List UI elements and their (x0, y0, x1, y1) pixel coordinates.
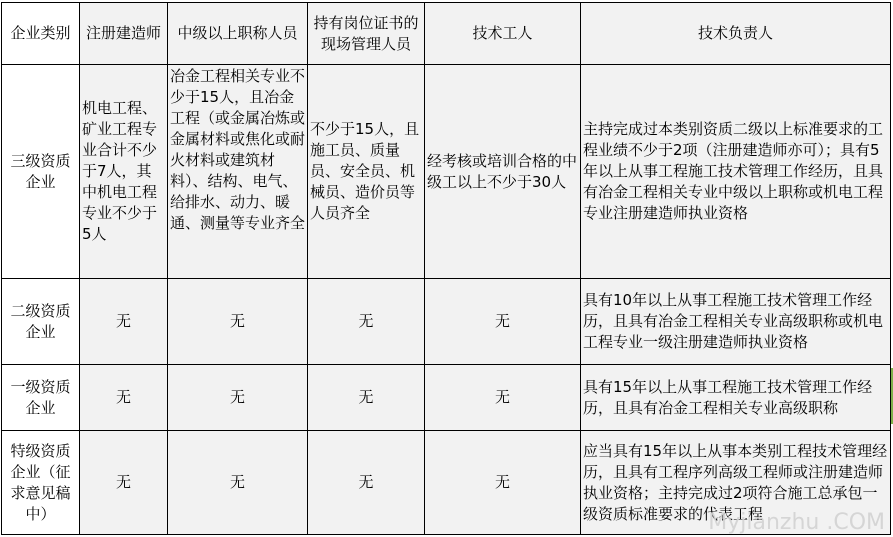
cell-category: 一级资质企业 (2, 365, 80, 431)
table-row-grade1 (2, 365, 891, 431)
header-site-managers: 持有岗位证书的现场管理人员 (308, 3, 425, 65)
cell-mid-title-staff: 冶金工程相关专业不少于15人，且冶金工程（或金属冶炼或金属材料或焦化或耐火材料或建筑材料）、结构、电气、给排水、动力、暖通、测量等专业齐全 (168, 65, 308, 279)
cell-skilled-workers: 经考核或培训合格的中级工以上不少于30人 (425, 65, 581, 279)
cell-site-managers: 无 (308, 279, 425, 365)
header-category: 企业类别 (2, 3, 80, 65)
cell-category: 特级资质企业（征求意见稿中） (2, 431, 80, 535)
header-registered-builder: 注册建造师 (80, 3, 168, 65)
cell-tech-lead: 应当具有15年以上从事本类别工程技术管理经历，且具有工程序列高级工程师或注册建造师执业资格；主持完成过2项符合施工总承包一级资质标准要求的代表工程 (581, 431, 891, 535)
cell-category: 二级资质企业 (2, 279, 80, 365)
cell-site-managers: 无 (308, 431, 425, 535)
header-skilled-workers: 技术工人 (425, 3, 581, 65)
cell-tech-lead: 具有15年以上从事工程施工技术管理工作经历，且具有冶金工程相关专业高级职称 (581, 365, 891, 431)
cell-category: 三级资质企业 (2, 65, 80, 279)
qualification-table (1, 2, 891, 535)
cell-tech-lead: 具有10年以上从事工程施工技术管理工作经历，且具有冶金工程相关专业高级职称或机电工程专业一级注册建造师执业资格 (581, 279, 891, 365)
table-row-grade2 (2, 279, 891, 365)
cell-mid-title-staff: 无 (168, 431, 308, 535)
cell-site-managers: 无 (308, 365, 425, 431)
cell-registered-builder: 机电工程、矿业工程专业合计不少于7人，其中机电工程专业不少于5人 (80, 65, 168, 279)
cell-mid-title-staff: 无 (168, 279, 308, 365)
cell-registered-builder: 无 (80, 431, 168, 535)
cell-mid-title-staff: 无 (168, 365, 308, 431)
cell-skilled-workers: 无 (425, 431, 581, 535)
cell-skilled-workers: 无 (425, 365, 581, 431)
cell-tech-lead: 主持完成过本类别资质二级以上标准要求的工程业绩不少于2项（注册建造师亦可）；具有5年以上从事工程施工技术管理工作经历，且具有冶金工程相关专业中级以上职称或机电工程专业注册建造师执业资格 (581, 65, 891, 279)
cell-site-managers: 不少于15人，且施工员、质量员、安全员、机械员、造价员等人员齐全 (308, 65, 425, 279)
cell-registered-builder: 无 (80, 365, 168, 431)
cell-skilled-workers: 无 (425, 279, 581, 365)
header-mid-title-staff: 中级以上职称人员 (168, 3, 308, 65)
watermark: Myjianzhu .COM (708, 510, 885, 535)
header-row (2, 3, 891, 65)
table-row-grade3 (2, 65, 891, 279)
header-tech-lead: 技术负责人 (581, 3, 891, 65)
cell-registered-builder: 无 (80, 279, 168, 365)
